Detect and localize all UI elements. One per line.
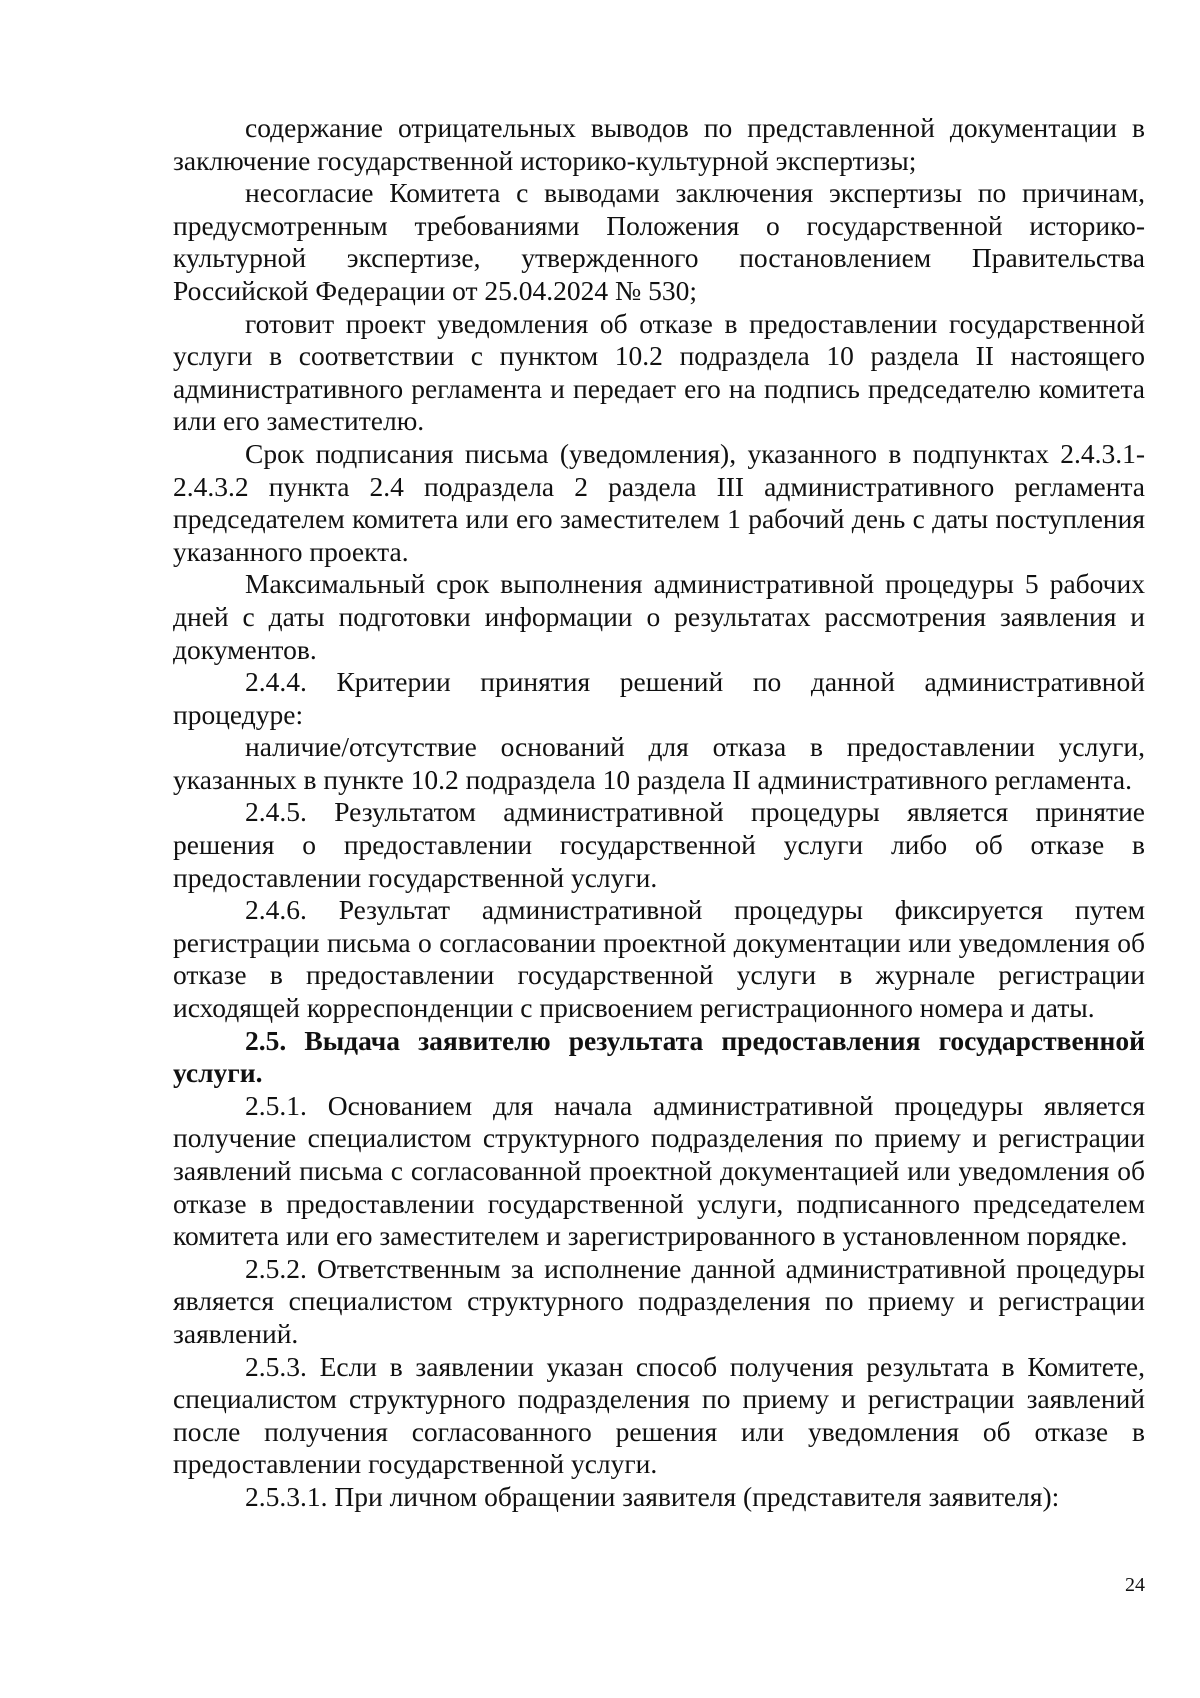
paragraph-signing-deadline: Срок подписания письма (уведомления), указанного в подпунктах 2.4.3.1-2.4.3.2 пункта 2.4 подраздела 2 раздела III административного регламента председателем комитета или его заместителем 1 рабочий день с даты поступления указанного проекта. [173, 437, 1145, 567]
paragraph-committee-disagreement: несогласие Комитета с выводами заключения экспертизы по причинам, предусмотренным требованиями Положения о государственной историко-культурной экспертизе, утвержденного постановлением Правительства Российской Федерации от 25.04.2024 № 530; [173, 177, 1145, 306]
paragraph-2-5-1-basis: 2.5.1. Основанием для начала административной процедуры является получение специалистом структурного подразделения по приему и регистрации заявлений письма с согласованной проектной документацией или уведомления об отказе в предоставлении государственной услуги, подписанного председателем комитета или его заместителем и зарегистрированного в установленном порядке. [173, 1089, 1145, 1252]
paragraph-2-5-3-method: 2.5.3. Если в заявлении указан способ получения результата в Комитете, специалистом структурного подразделения по приему и регистрации заявлений после получения согласованного решения или уведомления об отказе в предоставлении государственной услуги. [173, 1350, 1145, 1480]
page-number: 24 [1125, 1574, 1145, 1596]
section-heading-2-5: 2.5. Выдача заявителю результата предоставления государственной услуги. [173, 1024, 1145, 1089]
paragraph-2-5-3-1-personal: 2.5.3.1. При личном обращении заявителя (представителя заявителя): [245, 1480, 1060, 1512]
paragraph-2-5-2-responsible: 2.5.2. Ответственным за исполнение данной административной процедуры является специалистом структурного подразделения по приему и регистрации заявлений. [173, 1252, 1145, 1349]
document-page [173, 112, 1145, 1514]
paragraph-max-duration: Максимальный срок выполнения административной процедуры 5 рабочих дней с даты подготовки информации о результатах рассмотрения заявления и документов. [173, 568, 1145, 665]
paragraph-refusal-draft: готовит проект уведомления об отказе в предоставлении государственной услуги в соответствии с пунктом 10.2 подраздела 10 раздела II настоящего административного регламента и передает его на подпись председателю комитета или его заместителю. [173, 307, 1145, 437]
paragraph-refusal-grounds: наличие/отсутствие оснований для отказа в предоставлении услуги, указанных в пункте 10.2 подраздела 10 раздела II административного регламента. [173, 731, 1145, 795]
paragraph-2-4-6-registration: 2.4.6. Результат административной процедуры фиксируется путем регистрации письма о согласовании проектной документации или уведомления об отказе в предоставлении государственной услуги в журнале регистрации исходящей корреспонденции с присвоением регистрационного номера и даты. [173, 894, 1145, 1024]
paragraph-2-4-5-result: 2.4.5. Результатом административной процедуры является принятие решения о предоставлении государственной услуги либо об отказе в предоставлении государственной услуги. [173, 796, 1145, 893]
paragraph-2-4-4-criteria: 2.4.4. Критерии принятия решений по данной административной процедуре: [173, 666, 1145, 730]
paragraph-negative-conclusions: содержание отрицательных выводов по представленной документации в заключение государственной историко-культурной экспертизы; [173, 112, 1145, 176]
